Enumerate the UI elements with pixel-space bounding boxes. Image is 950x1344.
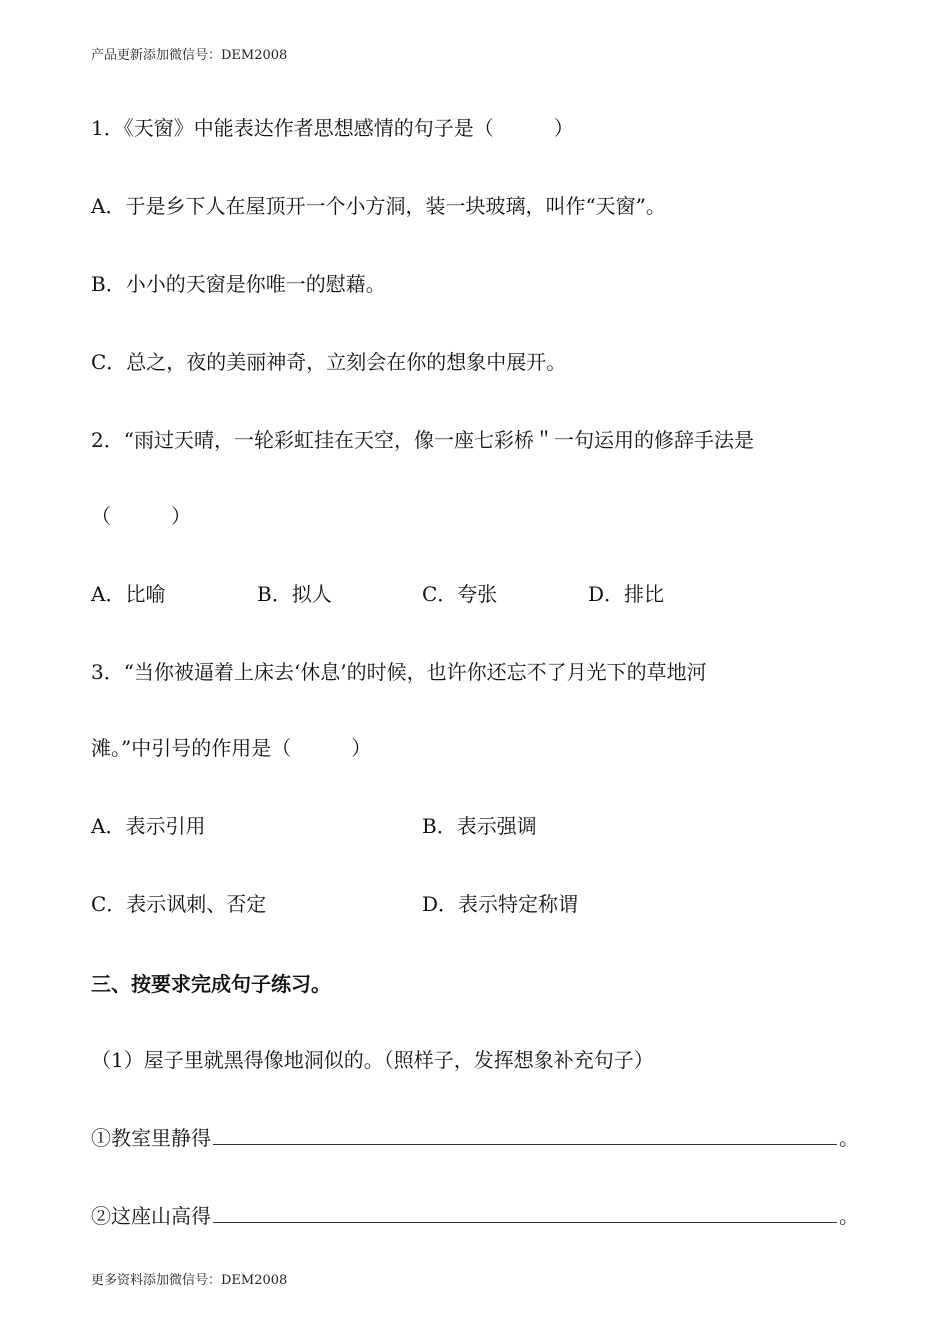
fill-blank-1-line[interactable] [213,1124,837,1145]
question-2-answer-paren: （ ） [91,504,191,528]
question-3-stem: 3．“当你被逼着上床去‘休息’的时候，也许你还忘不了月光下的草地河 [91,660,707,684]
question-2-option-a: A．比喻 [91,582,166,606]
fill-blank-2 [91,1202,859,1230]
question-3-stem-cont: 滩。”中引号的作用是（ ） [91,736,372,760]
fill-blank-2-line[interactable] [213,1202,837,1223]
question-1-stem: 1．《天窗》中能表达作者思想感情的句子是（ ） [91,116,574,140]
section-3-title: 三、按要求完成句子练习。 [91,972,331,996]
page-footer: 更多资料添加微信号：DEM2008 [91,1273,288,1288]
fill-blank-1 [91,1124,859,1152]
question-3-option-a: A．表示引用 [91,814,206,838]
fill-blank-2-suffix: 。 [839,1204,859,1228]
fill-blank-1-suffix: 。 [839,1126,859,1150]
page-header: 产品更新添加微信号：DEM2008 [91,48,288,63]
section-3-item-1: （1）屋子里就黑得像地洞似的。（照样子，发挥想象补充句子） [91,1048,654,1072]
question-3-option-c: C．表示讽刺、否定 [91,892,267,916]
question-2-stem: 2．“雨过天晴，一轮彩虹挂在天空，像一座七彩桥＂一句运用的修辞手法是 [91,428,754,452]
question-2-option-c: C．夸张 [422,582,498,606]
question-3-option-b: B．表示强调 [422,814,537,838]
fill-blank-2-prefix: ②这座山高得 [91,1204,211,1228]
question-1-option-b: B．小小的天窗是你唯一的慰藉。 [91,272,386,296]
question-2-option-d: D．排比 [588,582,665,606]
question-2-option-b: B．拟人 [257,582,332,606]
fill-blank-1-prefix: ①教室里静得 [91,1126,211,1150]
question-3-option-d: D．表示特定称谓 [422,892,579,916]
question-1-option-c: C．总之，夜的美丽神奇，立刻会在你的想象中展开。 [91,350,567,374]
question-1-option-a: A．于是乡下人在屋顶开一个小方洞，装一块玻璃，叫作“天窗”。 [91,194,666,218]
